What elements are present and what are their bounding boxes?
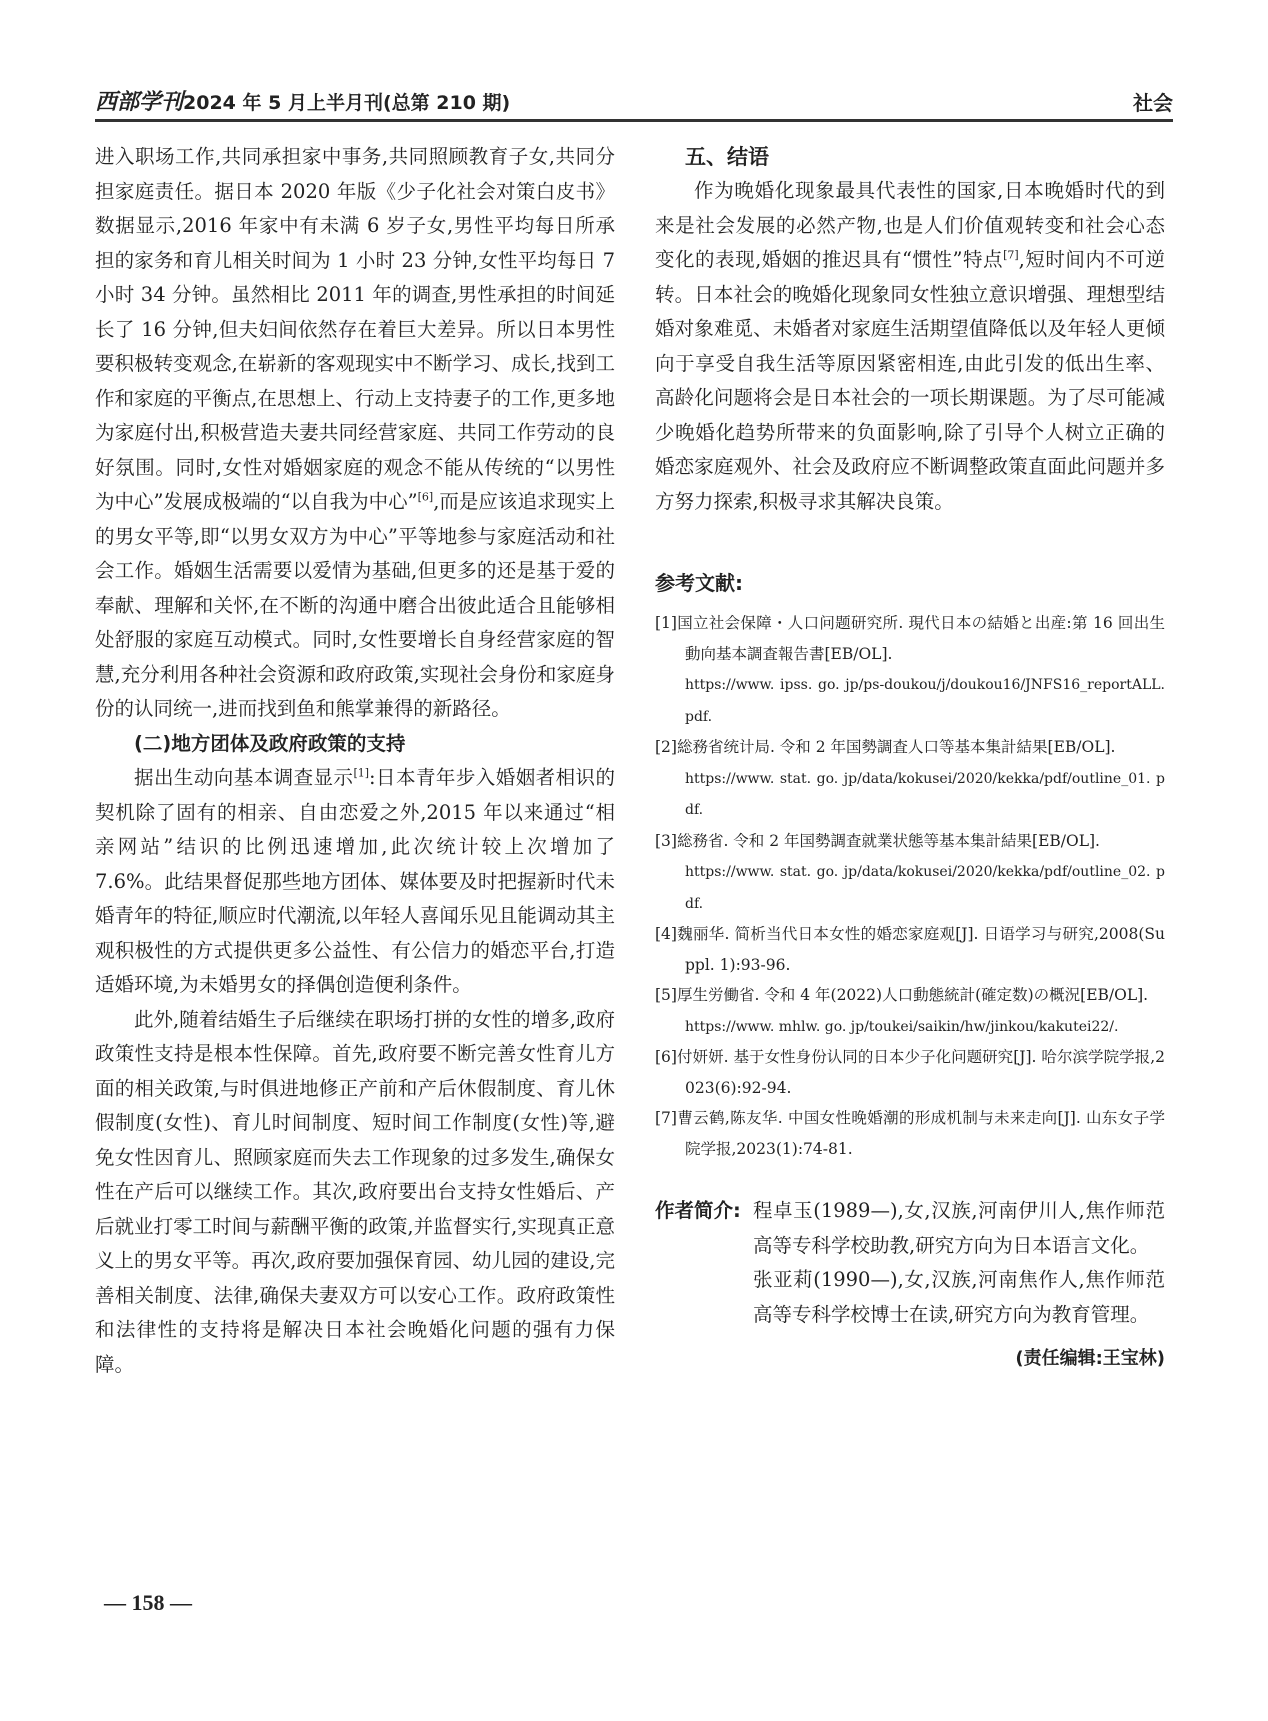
reference-text: [6]付妍妍. 基于女性身份认同的日本少子化问题研究[J]. 哈尔滨学院学报,2023(6):92-94.: [655, 1048, 1165, 1097]
reference-item: [655, 732, 1165, 826]
reference-text: [1]国立社会保障・人口问题研究所. 現代日本の結婚と出産:第 16 回出生動向基本調査報告書[EB/OL].: [655, 614, 1165, 663]
author-bio-label: 作者简介:: [655, 1199, 741, 1222]
reference-item: [655, 980, 1165, 1042]
author-bio-entry: 张亚莉(1990—),女,汉族,河南焦作人,焦作师范高等专科学校博士在读,研究方向为教育管理。: [753, 1268, 1165, 1326]
journal-logo: 西部学刊: [95, 89, 184, 115]
reference-url: https://www. stat. go. jp/data/kokusei/2020/kekka/pdf/outline_02. pdf.: [685, 864, 1165, 912]
citation: [1]: [353, 766, 370, 780]
paragraph: [95, 140, 615, 727]
reference-text: [2]総務省统计局. 令和 2 年国勢調査人口等基本集計結果[EB/OL].: [655, 738, 1116, 756]
reference-text: [3]総務省. 令和 2 年国勢調査就業状態等基本集計結果[EB/OL].: [655, 831, 1100, 850]
paragraph-text: :日本青年步入婚姻者相识的契机除了固有的相亲、自由恋爱之外,2015 年以来通过“相亲网站”结识的比例迅速增加,此次统计较上次增加了 7.6%。此结果督促那些地方团体、媒体要及时把握新时代未婚青年的特征,顺应时代潮流,以年轻人喜闻乐见且能调动其主观积极性的方式提供更多公益性、有公信力的婚恋平台,打造适婚环境,为未婚男女的择偶创造便利条件。: [95, 766, 615, 996]
author-bio-entry: 程卓玉(1989—),女,汉族,河南伊川人,焦作师范高等专科学校助教,研究方向为日本语言文化。: [753, 1199, 1165, 1257]
reference-item: [655, 1042, 1165, 1103]
reference-list: [655, 608, 1165, 1164]
paragraph-text: 作为晚婚化现象最具代表性的国家,日本晚婚时代的到来是社会发展的必然产物,也是人们价值观转变和社会心态变化的表现,婚姻的推迟具有“惯性”特点: [655, 179, 1165, 271]
citation: [6]: [417, 490, 434, 504]
reference-text: [4]魏丽华. 简析当代日本女性的婚恋家庭观[J]. 日语学习与研究,2008(Suppl. 1):93-96.: [655, 925, 1165, 974]
reference-text: [5]厚生労働省. 令和 4 年(2022)人口動態統計(確定数)の概況[EB/OL].: [655, 986, 1149, 1004]
page-header: [95, 84, 1173, 122]
paragraph-text: 据出生动向基本调查显示: [134, 766, 354, 789]
reference-url: https://www. stat. go. jp/data/kokusei/2020/kekka/pdf/outline_01. pdf.: [685, 770, 1165, 818]
section-label: 社会: [1133, 91, 1173, 115]
right-column: [655, 140, 1165, 1370]
responsible-editor: (责任编辑:王宝林): [1015, 1348, 1165, 1369]
paragraph-text: 进入职场工作,共同承担家中事务,共同照顾教育子女,共同分担家庭责任。据日本 2020 年版《少子化社会对策白皮书》数据显示,2016 年家中有未满 6 岁子女,男性平均每日所承担的家务和育儿相关时间为 1 小时 23 分钟,女性平均每日 7 小时 34 分钟。虽然相比 2011 年的调查,男性承担的时间延长了 16 分钟,但夫妇间依然存在着巨大差异。所以日本男性要积极转变观念,在崭新的客观现实中不断学习、成长,找到工作和家庭的平衡点,在思想上、行动上支持妻子的工作,更多地为家庭付出,积极营造夫妻共同经营家庭、共同工作劳动的良好氛围。同时,女性对婚姻家庭的观念不能从传统的“以男性为中心”发展成极端的“以自我为中心”: [95, 145, 615, 513]
author-bio: [655, 1194, 1165, 1332]
page-number: — 158 —: [104, 1590, 192, 1615]
paragraph: [655, 174, 1165, 519]
reference-item: [655, 608, 1165, 732]
reference-url: https://www. mhlw. go. jp/toukei/saikin/hw/jinkou/kakutei22/.: [685, 1018, 1119, 1035]
citation: [7]: [1003, 248, 1019, 262]
reference-item: [655, 919, 1165, 980]
reference-item: [655, 826, 1165, 920]
author-bio-entries: [753, 1194, 1165, 1332]
section-heading: 五、结语: [685, 145, 769, 169]
left-column: [95, 140, 615, 1382]
header-rule: [95, 119, 1173, 122]
references-title: 参考文献:: [655, 571, 743, 595]
journal-issue: [95, 85, 510, 116]
reference-url: https://www. ipss. go. jp/ps-doukou/j/doukou16/JNFS16_reportALL. pdf.: [685, 677, 1165, 725]
section-heading: (二)地方团体及政府政策的支持: [134, 731, 406, 755]
paragraph: [95, 761, 615, 1003]
reference-item: [655, 1103, 1165, 1164]
paragraph-text: ,而是应该追求现实上的男女平等,即“以男女双方为中心”平等地参与家庭活动和社会工作。婚姻生活需要以爱情为基础,但更多的还是基于爱的奉献、理解和关怀,在不断的沟通中磨合出彼此适合且能够相处舒服的家庭互动模式。同时,女性要增长自身经营家庭的智慧,充分利用各种社会资源和政府政策,实现社会身份和家庭身份的认同统一,进而找到鱼和熊掌兼得的新路径。: [95, 490, 615, 720]
paragraph: 此外,随着结婚生子后继续在职场打拼的女性的增多,政府政策性支持是根本性保障。首先,政府要不断完善女性育儿方面的相关政策,与时俱进地修正产前和产后休假制度、育儿休假制度(女性)、育儿时间制度、短时间工作制度(女性)等,避免女性因育儿、照顾家庭而失去工作现象的过多发生,确保女性在产后可以继续工作。其次,政府要出台支持女性婚后、产后就业打零工时间与薪酬平衡的政策,并监督实行,实现真正意义上的男女平等。再次,政府要加强保育园、幼儿园的建设,完善相关制度、法律,确保夫妻双方可以安心工作。政府政策性和法律性的支持将是解决日本社会晚婚化问题的强有力保障。: [95, 1007, 615, 1376]
paragraph-text: ,短时间内不可逆转。日本社会的晚婚化现象同女性独立意识增强、理想型结婚对象难觅、未婚者对家庭生活期望值降低以及年轻人更倾向于享受自我生活等原因紧密相连,由此引发的低出生率、高龄化问题将会是日本社会的一项长期课题。为了尽可能减少晚婚化趋势所带来的负面影响,除了引导个人树立正确的婚恋家庭观外、社会及政府应不断调整政策直面此问题并多方努力探索,积极寻求其解决良策。: [655, 248, 1166, 513]
issue-label: 2024 年 5 月上半月刊(总第 210 期): [183, 92, 511, 114]
reference-text: [7]曹云鹤,陈友华. 中国女性晚婚潮的形成机制与未来走向[J]. 山东女子学院学报,2023(1):74-81.: [655, 1109, 1165, 1158]
